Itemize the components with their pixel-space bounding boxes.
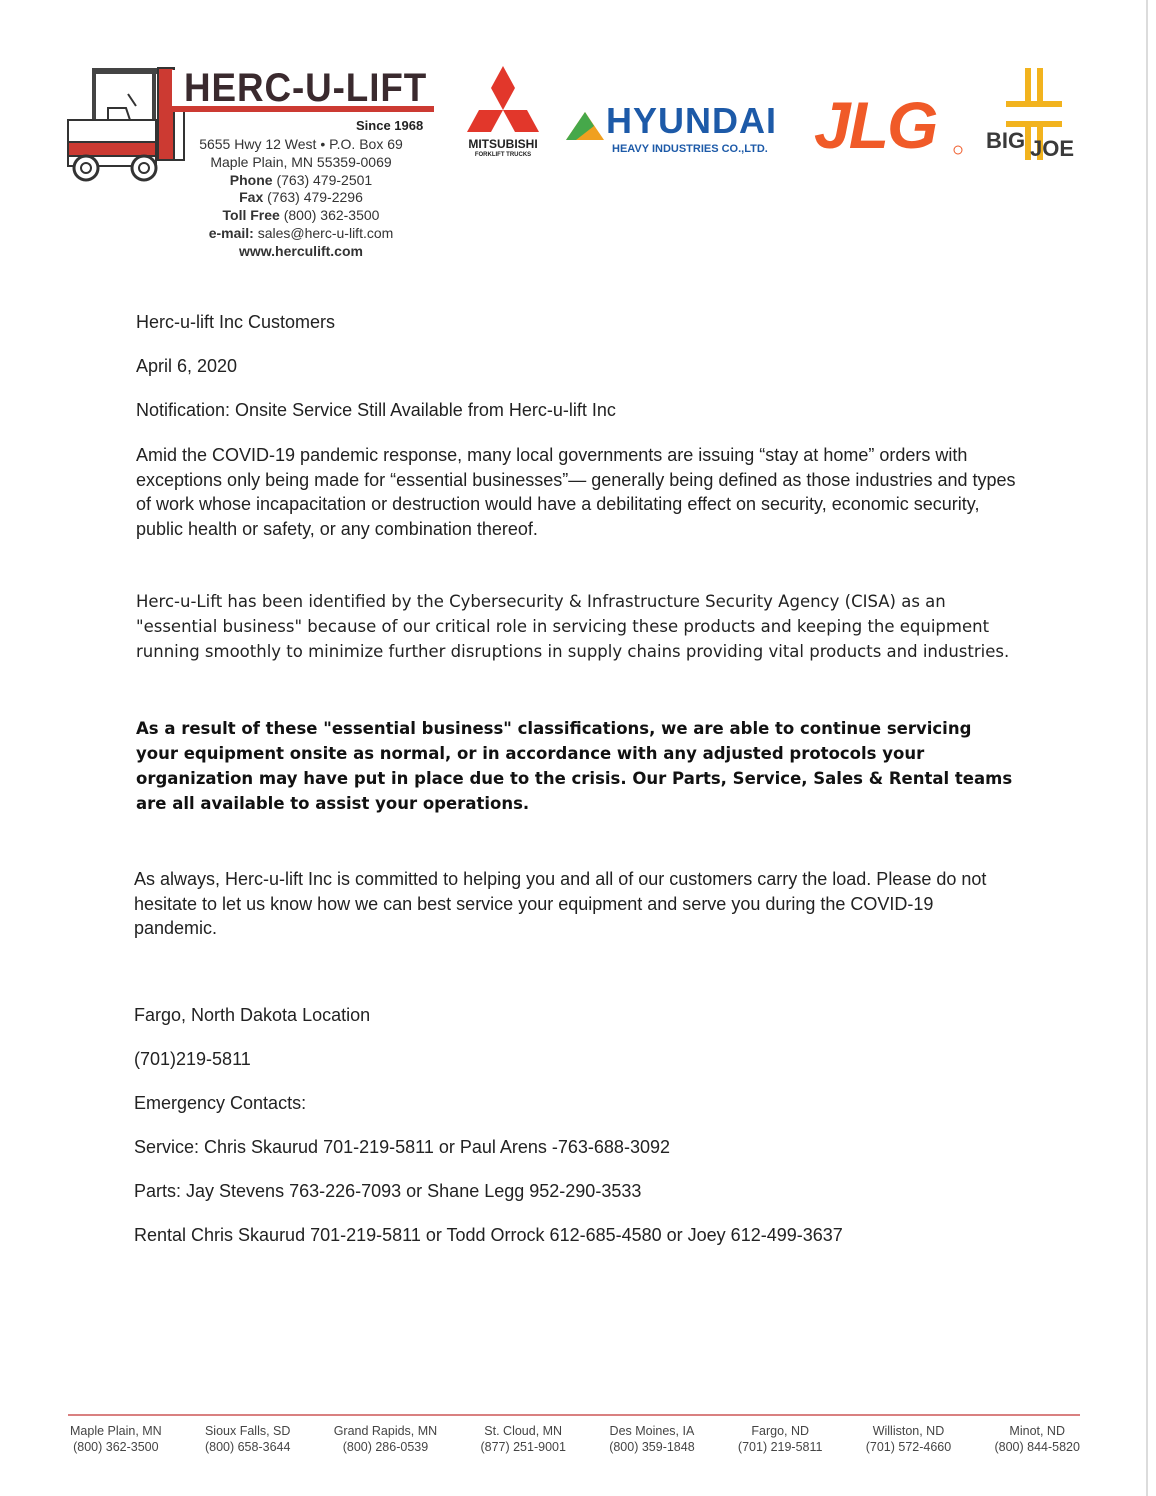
parts-contacts: Parts: Jay Stevens 763-226-7093 or Shane Legg 952-290-3533 — [134, 1181, 642, 1201]
big-joe-logo — [984, 66, 1084, 162]
mitsubishi-logo — [458, 64, 548, 159]
paragraph-3-bold: As a result of these "essential business" classifications, we are able to continue servicing your equipment onsite as normal, or in accordance with any adjusted protocols your organization may have put in place due to the crisis. Our Parts, Service, Sales & Rental teams are all available to assist your operations. — [136, 719, 1013, 813]
paragraph-2: Herc-u-Lift has been identified by the Cybersecurity & Infrastructure Security Agency (CISA) as an "essential business" because of our critical role in servicing these products and keeping the equipment running smoothly to minimize further disruptions in supply chains providing vital products and industries. — [136, 592, 1010, 661]
paragraph-1: Amid the COVID-19 pandemic response, many local governments are issuing “stay at home” orders with exceptions only being made for “essential businesses”— generally being defined as those industries and types of work whose incapacitation or destruction would have a debilitating effect on security, economic security, public health or safety, or any combination thereof. — [136, 445, 1016, 539]
website-line: www.herculift.com — [239, 242, 363, 259]
email-line: e-mail: sales@herc-u-lift.com — [208, 224, 394, 241]
since-year: Since 1968 — [356, 118, 424, 133]
letter-recipient: Herc-u-lift Inc Customers — [136, 312, 336, 332]
letter-subject: Notification: Onsite Service Still Available from Herc-u-lift Inc — [136, 400, 616, 420]
location-phone: (701)219-5811 — [134, 1049, 251, 1069]
paragraph-4: As always, Herc-u-lift Inc is committed to helping you and all of our customers carry the load. Please do not hesitate to let us know how we can best service your equipment and serve you during the COVID-19 pandemic. — [134, 869, 987, 938]
jlg-logo — [812, 90, 972, 156]
tollfree-line: Toll Free (800) 362-3500 — [222, 207, 380, 224]
office-grand-rapids: Grand Rapids, MN (800) 286-0539 — [333, 1424, 438, 1454]
page-edge-line — [1146, 0, 1148, 1496]
company-address-block — [186, 136, 416, 261]
location-name: Fargo, North Dakota Location — [134, 1005, 371, 1025]
footer-offices — [70, 1424, 1080, 1455]
office-st-cloud: St. Cloud, MN (877) 251-9001 — [480, 1424, 566, 1454]
address-line-2: Maple Plain, MN 55359-0069 — [210, 153, 392, 170]
mitsubishi-logo-text: MITSUBISHI — [468, 137, 538, 151]
company-logo-text: HERC-U-LIFT — [184, 66, 428, 110]
address-line-1: 5655 Hwy 12 West • P.O. Box 69 — [199, 136, 403, 152]
office-sioux-falls: Sioux Falls, SD (800) 658-3644 — [204, 1424, 291, 1454]
office-maple-plain: Maple Plain, MN (800) 362-3500 — [70, 1424, 162, 1454]
letter-date: April 6, 2020 — [136, 356, 238, 376]
emergency-heading: Emergency Contacts: — [134, 1093, 307, 1113]
hyundai-logo-text: HYUNDAI — [606, 100, 778, 141]
big-joe-big-text: BIG — [986, 128, 1026, 153]
big-joe-joe-text: JOE — [1030, 136, 1075, 161]
office-des-moines: Des Moines, IA (800) 359-1848 — [609, 1424, 695, 1454]
office-williston: Williston, ND (701) 572-4660 — [865, 1424, 952, 1454]
hyundai-triangle-icon — [564, 110, 606, 142]
phone-line: Phone (763) 479-2501 — [229, 171, 373, 188]
office-fargo: Fargo, ND (701) 219-5811 — [737, 1424, 823, 1454]
office-minot: Minot, ND (800) 844-5820 — [994, 1424, 1080, 1454]
rental-contacts: Rental Chris Skaurud 701-219-5811 or Todd Orrock 612-685-4580 or Joey 612-499-3637 — [134, 1225, 843, 1245]
footer-divider — [68, 1414, 1080, 1416]
mitsubishi-logo-subtext: FORKLIFT TRUCKS — [474, 152, 532, 158]
hyundai-logo-subtext: HEAVY INDUSTRIES CO.,LTD. — [612, 143, 768, 155]
fax-line: Fax (763) 479-2296 — [239, 189, 363, 206]
jlg-logo-text: JLG — [814, 90, 937, 156]
service-contacts: Service: Chris Skaurud 701-219-5811 or Paul Arens -763-688-3092 — [134, 1137, 670, 1157]
